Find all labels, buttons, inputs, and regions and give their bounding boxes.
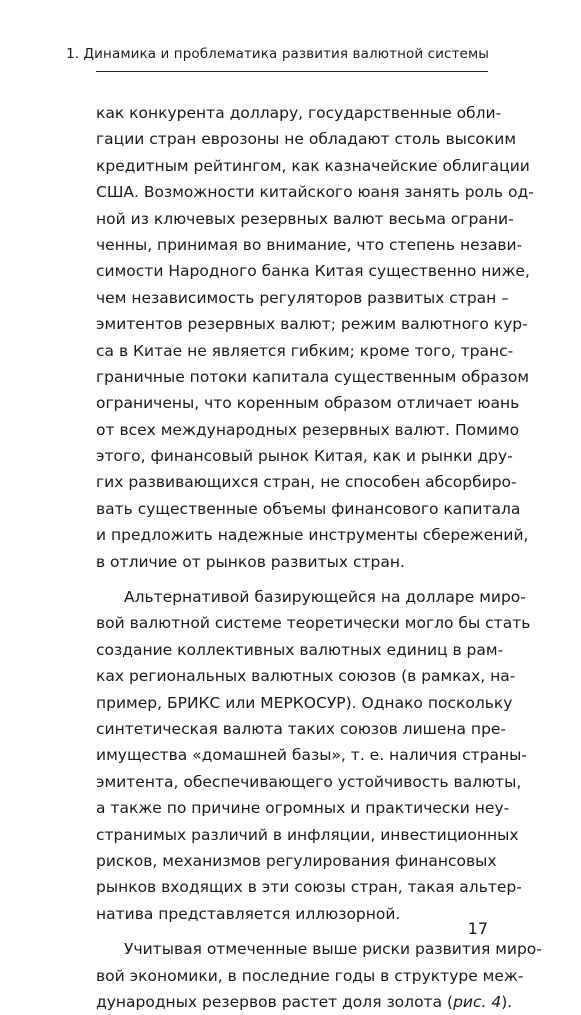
- text-line: симости Народного банка Китая существенно ниже,: [96, 262, 530, 281]
- body-text: [96, 100, 542, 1015]
- text-fragment: ).: [501, 992, 513, 1011]
- text-line: Учитывая отмеченные выше риски развития миро-: [124, 940, 542, 959]
- paragraph-gap: [96, 927, 488, 936]
- header-rule: [96, 71, 488, 72]
- text-line: от всех международных резервных валют. Помимо: [96, 420, 520, 439]
- paragraph-3: [96, 936, 542, 1015]
- running-head: 1. Динамика и проблематика развития валютной системы: [66, 46, 489, 62]
- text-line: эмитентов резервных валют; режим валютного кур-: [96, 315, 528, 334]
- text-line: а также по причине огромных и практически неу-: [96, 799, 510, 818]
- text-line: эмитента, обеспечивающего устойчивость валюты,: [96, 772, 522, 791]
- text-line: странимых различий в инфляции, инвестиционных: [96, 825, 519, 844]
- text-line: ограничены, что коренным образом отличает юань: [96, 394, 520, 413]
- text-line: чем независимость регуляторов развитых стран –: [96, 288, 509, 307]
- text-line: гих развивающихся стран, не способен абсорбиро-: [96, 473, 517, 492]
- text-line: кредитным рейтингом, как казначейские облигации: [96, 156, 530, 175]
- text-line: ченны, принимая во внимание, что степень незави-: [96, 235, 523, 254]
- text-line: в отличие от рынков развитых стран.: [96, 552, 405, 571]
- text-line: имущества «домашней базы», т. е. наличия страны-: [96, 746, 528, 765]
- text-line: и предложить надежные инструменты сбережений,: [96, 526, 529, 545]
- text-line: вой экономики, в последние годы в структуре меж-: [96, 966, 524, 985]
- paragraph-gap: [96, 575, 488, 584]
- text-line: Альтернативой базирующейся на долларе миро-: [124, 588, 526, 607]
- text-line: ной из ключевых резервных валют весьма ограни-: [96, 209, 514, 228]
- text-line: рынков входящих в эти союзы стран, такая альтер-: [96, 878, 522, 897]
- figure-reference-link[interactable]: рис. 4: [453, 992, 502, 1011]
- paragraph-2: [96, 584, 531, 927]
- text-line: создание коллективных валютных единиц в рам-: [96, 640, 504, 659]
- text-line: ках региональных валютных союзов (в рамках, на-: [96, 667, 516, 686]
- text-line: пример, БРИКС или МЕРКОСУР). Однако поскольку: [96, 693, 513, 712]
- text-fragment: дународных резервов растет доля золота (: [96, 992, 454, 1011]
- text-line: этого, финансовый рынок Китая, как и рынки дру-: [96, 447, 513, 466]
- text-line: вой валютной системе теоретически могло бы стать: [96, 614, 531, 633]
- text-line: натива представляется иллюзорной.: [96, 904, 401, 923]
- text-line-with-figure-ref: [96, 989, 513, 1015]
- text-line: вать существенные объемы финансового капитала: [96, 499, 521, 518]
- text-line: как конкурента доллару, государственные обли-: [96, 104, 502, 122]
- paragraph-1: [96, 100, 534, 575]
- text-line: граничные потоки капитала существенным образом: [96, 367, 530, 386]
- page-number: 17: [467, 919, 488, 938]
- text-line: рисков, механизмов регулирования финансовых: [96, 851, 497, 870]
- text-line: синтетическая валюта таких союзов лишена пре-: [96, 719, 507, 738]
- text-line: США. Возможности китайского юаня занять роль од-: [96, 183, 534, 202]
- text-line: са в Китае не является гибким; кроме того, транс-: [96, 341, 514, 360]
- text-line: гации стран еврозоны не обладают столь высоким: [96, 130, 517, 149]
